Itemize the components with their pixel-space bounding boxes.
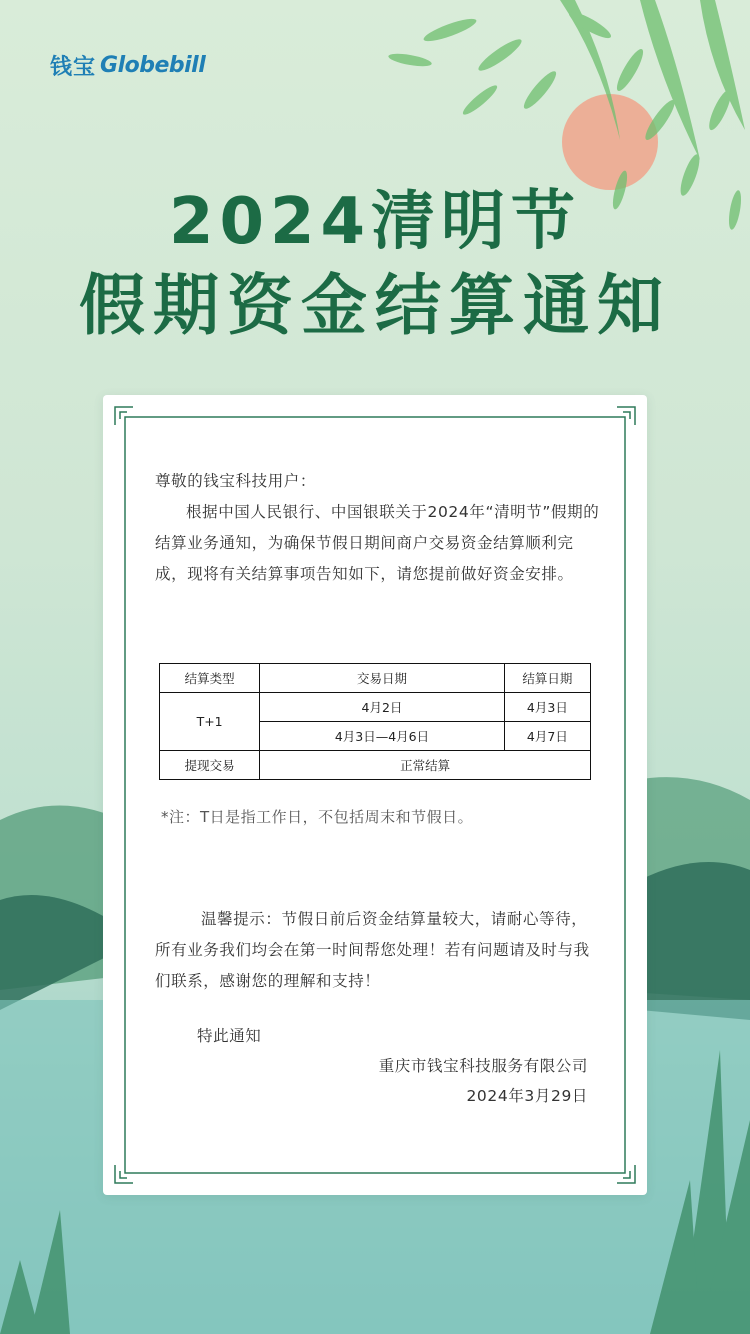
- brand-logo-cn: 钱宝: [50, 54, 97, 80]
- notice-date: 2024年3月29日: [466, 1087, 588, 1105]
- intro-paragraph: 根据中国人民银行、中国银联关于2024年“清明节”假期的结算业务通知，为确保节假日期间商户交易资金结算顺利完成，现将有关结算事项告知如下，请您提前做好资金安排。: [155, 503, 600, 583]
- withdraw-value-cell: 正常结算: [260, 751, 591, 780]
- header-cell: 结算日期: [504, 664, 590, 693]
- table-row: [160, 751, 591, 780]
- trade-date-cell: 4月3日—4月6日: [260, 722, 505, 751]
- closing-text: 特此通知: [197, 1027, 262, 1045]
- type-cell: T+1: [160, 693, 260, 751]
- tip-paragraph: 温馨提示：节假日前后资金结算量较大，请耐心等待，所有业务我们均会在第一时间帮您处理！若有问题请及时与我们联系，感谢您的理解和支持！: [155, 910, 590, 990]
- footnote: *注：T日是指工作日，不包括周末和节假日。: [161, 808, 474, 826]
- header-cell: 结算类型: [160, 664, 260, 693]
- company-name: 重庆市钱宝科技服务有限公司: [378, 1057, 588, 1075]
- type-cell: 提现交易: [160, 751, 260, 780]
- brand-logo: [50, 50, 205, 80]
- trade-date-cell: 4月2日: [260, 693, 505, 722]
- settle-date-cell: 4月3日: [504, 693, 590, 722]
- table-header-row: [160, 664, 591, 693]
- table-row: [160, 693, 591, 722]
- mountain-right-dark: [640, 862, 750, 1020]
- brand-logo-en: Globebill: [100, 52, 206, 78]
- page-title-line1: 2024清明节: [168, 185, 582, 259]
- settle-date-cell: 4月7日: [504, 722, 590, 751]
- header-cell: 交易日期: [260, 664, 505, 693]
- settlement-table: [159, 663, 591, 780]
- greeting-text: 尊敬的钱宝科技用户：: [155, 472, 317, 490]
- page-title-line2: 假期资金结算通知: [79, 267, 671, 344]
